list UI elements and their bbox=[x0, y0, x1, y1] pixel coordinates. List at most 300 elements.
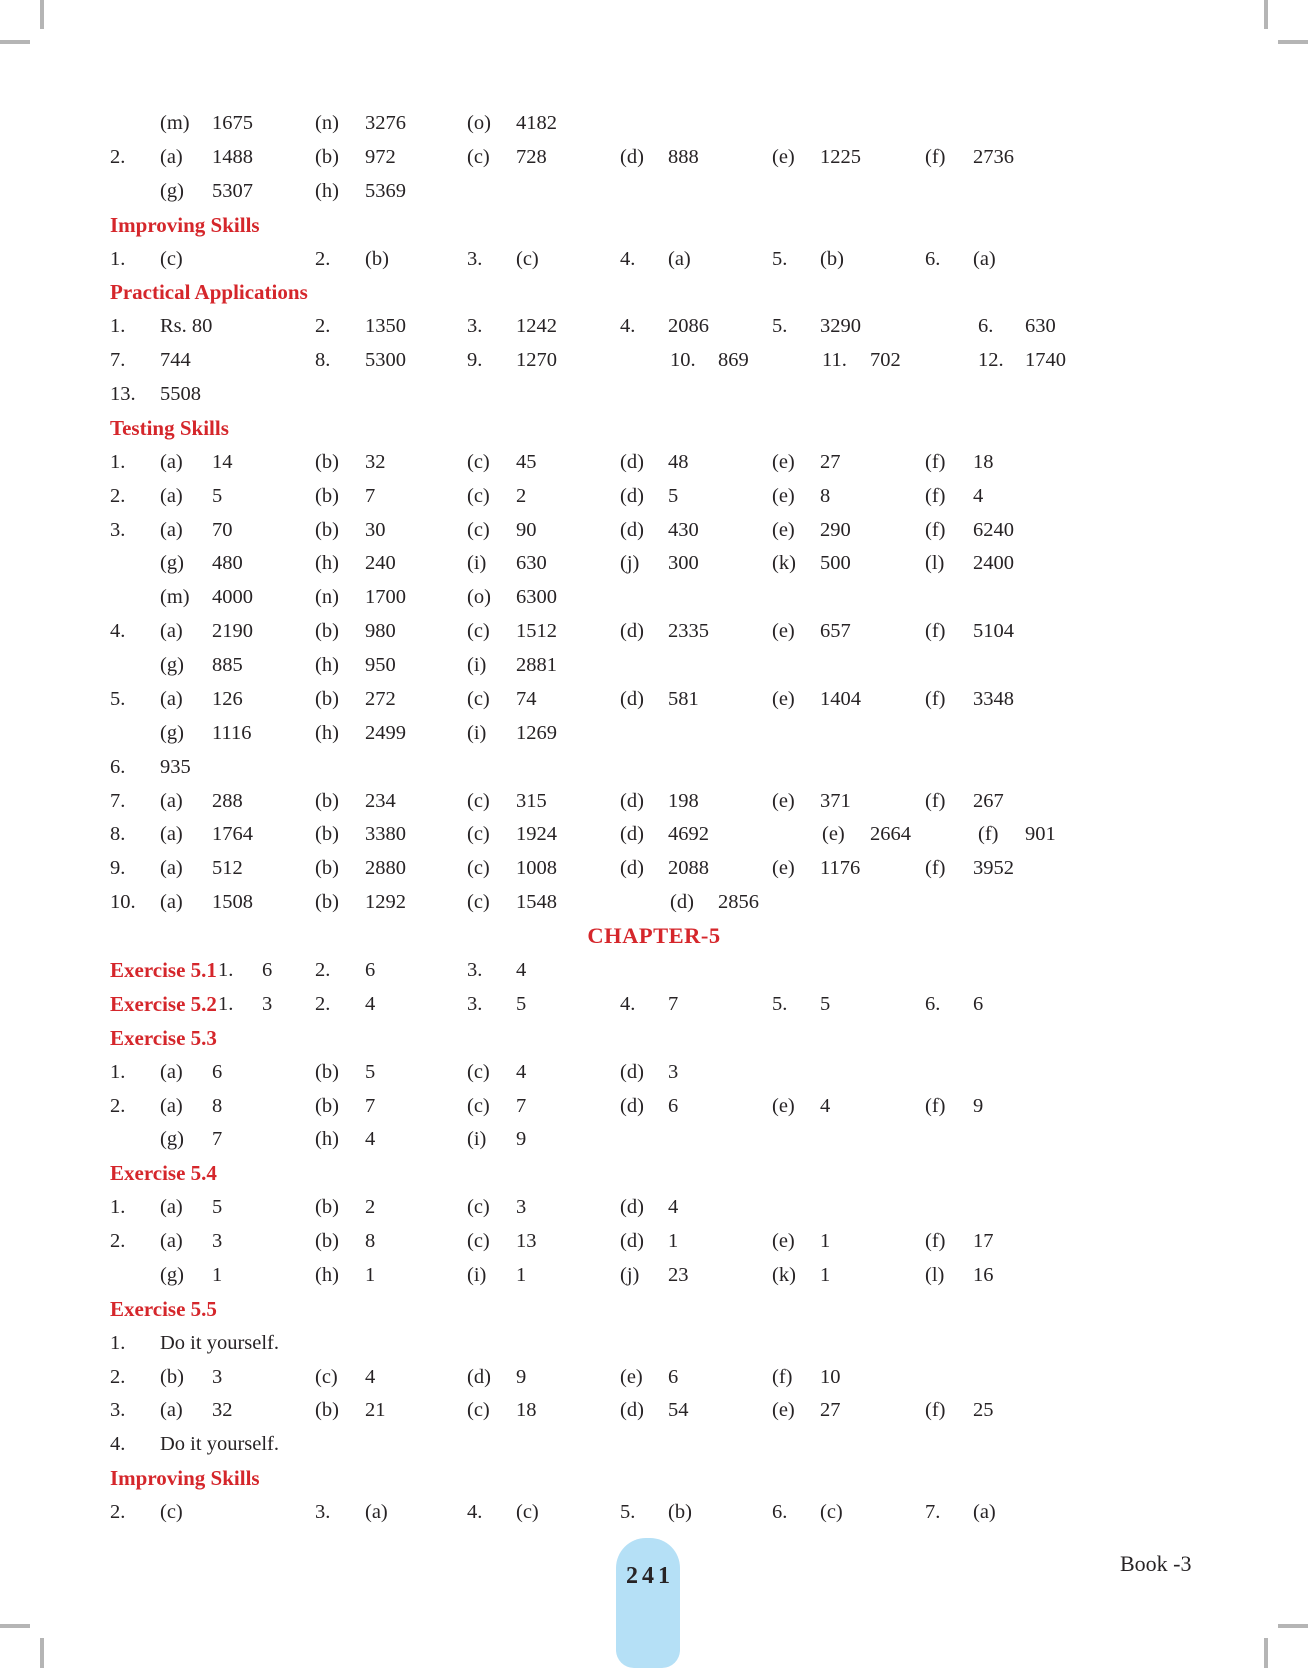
part-label: (b) bbox=[315, 823, 339, 845]
part-label: (f) bbox=[925, 1399, 946, 1421]
part-label: (e) bbox=[772, 146, 795, 168]
answer-value: 90 bbox=[516, 519, 537, 541]
answer-value: 1 bbox=[820, 1230, 831, 1252]
answer-row bbox=[0, 174, 1308, 208]
section-heading: Improving Skills bbox=[110, 213, 260, 237]
answer-value: 1 bbox=[212, 1264, 223, 1286]
answer-value: 7 bbox=[365, 1095, 376, 1117]
part-label: (a) bbox=[160, 688, 183, 710]
part-label: (c) bbox=[467, 790, 490, 812]
part-label: (g) bbox=[160, 1128, 184, 1150]
answer-row bbox=[0, 377, 1308, 411]
question-number: 1. bbox=[218, 959, 234, 981]
question-number: 5. bbox=[772, 315, 788, 337]
part-label: (i) bbox=[467, 654, 487, 676]
answer-value: 1548 bbox=[516, 891, 557, 913]
answer-value: 234 bbox=[365, 790, 396, 812]
answer-value: 1488 bbox=[212, 146, 253, 168]
part-label: (b) bbox=[668, 1501, 692, 1523]
answer-row bbox=[0, 682, 1308, 716]
answer-value: 8 bbox=[365, 1230, 376, 1252]
part-label: (d) bbox=[620, 485, 644, 507]
answer-row bbox=[0, 513, 1308, 547]
answer-value: 5 bbox=[820, 993, 831, 1015]
answer-value: 7 bbox=[365, 485, 376, 507]
question-number: 1. bbox=[110, 451, 126, 473]
part-label: (a) bbox=[973, 1501, 996, 1523]
heading-line bbox=[0, 1156, 1308, 1190]
question-number: 3. bbox=[110, 519, 126, 541]
part-label: (f) bbox=[925, 146, 946, 168]
question-number: 3. bbox=[315, 1501, 331, 1523]
answer-value: 4 bbox=[365, 1366, 376, 1388]
chapter-heading: CHAPTER-5 bbox=[587, 923, 721, 948]
answer-row bbox=[0, 784, 1308, 818]
part-label: (d) bbox=[620, 620, 644, 642]
part-label: (g) bbox=[160, 654, 184, 676]
part-label: (l) bbox=[925, 552, 945, 574]
question-number: 2. bbox=[315, 315, 331, 337]
answer-row bbox=[0, 1495, 1308, 1529]
answer-value: Do it yourself. bbox=[160, 1433, 279, 1455]
part-label: (f) bbox=[925, 1230, 946, 1252]
answer-value: 70 bbox=[212, 519, 233, 541]
answer-value: 950 bbox=[365, 654, 396, 676]
part-label: (d) bbox=[620, 1399, 644, 1421]
answer-value: 1675 bbox=[212, 112, 253, 134]
answer-value: 4 bbox=[668, 1196, 679, 1218]
answer-row bbox=[0, 716, 1308, 750]
answer-value: 6300 bbox=[516, 586, 557, 608]
answer-value: 3276 bbox=[365, 112, 406, 134]
question-number: 11. bbox=[822, 349, 847, 371]
question-number: 2. bbox=[315, 993, 331, 1015]
part-label: (k) bbox=[772, 1264, 796, 1286]
part-label: (c) bbox=[516, 1501, 539, 1523]
answer-value: 4 bbox=[820, 1095, 831, 1117]
answer-value: 3 bbox=[668, 1061, 679, 1083]
part-label: (e) bbox=[772, 790, 795, 812]
part-label: (b) bbox=[315, 688, 339, 710]
answer-value: 500 bbox=[820, 552, 851, 574]
question-number: 2. bbox=[110, 1095, 126, 1117]
question-number: 12. bbox=[978, 349, 1004, 371]
page-number: 241 bbox=[626, 1563, 674, 1589]
question-number: 9. bbox=[467, 349, 483, 371]
question-number: 1. bbox=[110, 248, 126, 270]
part-label: (h) bbox=[315, 1128, 339, 1150]
question-number: 10. bbox=[110, 891, 136, 913]
answer-value: 6240 bbox=[973, 519, 1014, 541]
part-label: (h) bbox=[315, 654, 339, 676]
part-label: (c) bbox=[467, 485, 490, 507]
part-label: (e) bbox=[772, 620, 795, 642]
answer-value: 21 bbox=[365, 1399, 386, 1421]
answer-value: 3952 bbox=[973, 857, 1014, 879]
answer-value: 2736 bbox=[973, 146, 1014, 168]
part-label: (i) bbox=[467, 1264, 487, 1286]
part-label: (e) bbox=[772, 688, 795, 710]
heading-line bbox=[0, 1021, 1308, 1055]
part-label: (h) bbox=[315, 180, 339, 202]
part-label: (f) bbox=[925, 620, 946, 642]
answer-value: 18 bbox=[516, 1399, 537, 1421]
question-number: 4. bbox=[467, 1501, 483, 1523]
part-label: (e) bbox=[772, 519, 795, 541]
answer-value: 6 bbox=[262, 959, 273, 981]
question-number: 1. bbox=[110, 1196, 126, 1218]
question-number: 6. bbox=[925, 993, 941, 1015]
answer-value: 14 bbox=[212, 451, 233, 473]
part-label: (a) bbox=[160, 823, 183, 845]
answer-value: 1270 bbox=[516, 349, 557, 371]
answer-value: 972 bbox=[365, 146, 396, 168]
part-label: (a) bbox=[160, 146, 183, 168]
part-label: (b) bbox=[315, 620, 339, 642]
answer-value: 8 bbox=[820, 485, 831, 507]
answer-value: 2190 bbox=[212, 620, 253, 642]
answer-value: 2 bbox=[365, 1196, 376, 1218]
answer-value: 315 bbox=[516, 790, 547, 812]
answer-value: Rs. 80 bbox=[160, 315, 213, 337]
part-label: (c) bbox=[467, 1230, 490, 1252]
answer-value: 5369 bbox=[365, 180, 406, 202]
part-label: (e) bbox=[772, 1230, 795, 1252]
part-label: (o) bbox=[467, 586, 491, 608]
answer-value: 4182 bbox=[516, 112, 557, 134]
page-number-tab bbox=[616, 1538, 680, 1668]
answer-value: 2335 bbox=[668, 620, 709, 642]
part-label: (b) bbox=[315, 1061, 339, 1083]
part-label: (m) bbox=[160, 586, 190, 608]
question-number: 3. bbox=[467, 993, 483, 1015]
answer-value: 23 bbox=[668, 1264, 689, 1286]
part-label: (d) bbox=[467, 1366, 491, 1388]
question-number: 8. bbox=[315, 349, 331, 371]
answer-row bbox=[0, 1326, 1308, 1360]
answer-value: 240 bbox=[365, 552, 396, 574]
part-label: (g) bbox=[160, 180, 184, 202]
answer-value: 581 bbox=[668, 688, 699, 710]
answer-value: 267 bbox=[973, 790, 1004, 812]
answer-value: 371 bbox=[820, 790, 851, 812]
part-label: (d) bbox=[620, 688, 644, 710]
answer-row bbox=[0, 1427, 1308, 1461]
question-number: 2. bbox=[110, 485, 126, 507]
answer-row bbox=[0, 1360, 1308, 1394]
section-heading: Exercise 5.3 bbox=[110, 1026, 217, 1050]
part-label: (b) bbox=[315, 519, 339, 541]
part-label: (a) bbox=[160, 485, 183, 507]
answer-value: 2664 bbox=[870, 823, 911, 845]
part-label: (b) bbox=[315, 485, 339, 507]
answer-value: 657 bbox=[820, 620, 851, 642]
answer-row bbox=[0, 1393, 1308, 1427]
part-label: (j) bbox=[620, 1264, 640, 1286]
question-number: 5. bbox=[772, 248, 788, 270]
book-label: Book -3 bbox=[1120, 1551, 1192, 1576]
answer-value: 630 bbox=[1025, 315, 1056, 337]
answer-value: 7 bbox=[212, 1128, 223, 1150]
part-label: (n) bbox=[315, 112, 339, 134]
answer-row bbox=[0, 1122, 1308, 1156]
question-number: 2. bbox=[315, 248, 331, 270]
part-label: (d) bbox=[620, 1230, 644, 1252]
exercise-label: Exercise 5.1 bbox=[110, 958, 217, 982]
part-label: (f) bbox=[925, 485, 946, 507]
answer-value: 3290 bbox=[820, 315, 861, 337]
answer-value: 9 bbox=[516, 1366, 527, 1388]
part-label: (c) bbox=[467, 857, 490, 879]
answer-value: 5 bbox=[212, 1196, 223, 1218]
answer-row bbox=[0, 546, 1308, 580]
exercise-label: Exercise 5.2 bbox=[110, 992, 217, 1016]
answer-value: 3 bbox=[516, 1196, 527, 1218]
question-number: 3. bbox=[467, 248, 483, 270]
question-number: 8. bbox=[110, 823, 126, 845]
part-label: (b) bbox=[315, 451, 339, 473]
answer-row bbox=[0, 106, 1308, 140]
answer-row bbox=[0, 851, 1308, 885]
answer-value: 4 bbox=[516, 959, 527, 981]
question-number: 2. bbox=[110, 146, 126, 168]
question-number: 1. bbox=[110, 1061, 126, 1083]
answer-value: 2499 bbox=[365, 722, 406, 744]
answer-value: 54 bbox=[668, 1399, 689, 1421]
question-number: 9. bbox=[110, 857, 126, 879]
answer-row bbox=[0, 445, 1308, 479]
answer-value: 1924 bbox=[516, 823, 557, 845]
part-label: (g) bbox=[160, 552, 184, 574]
part-label: (f) bbox=[925, 790, 946, 812]
answer-value: 1225 bbox=[820, 146, 861, 168]
part-label: (b) bbox=[315, 857, 339, 879]
answer-value: 18 bbox=[973, 451, 994, 473]
part-label: (d) bbox=[620, 1061, 644, 1083]
question-number: 10. bbox=[670, 349, 696, 371]
part-label: (j) bbox=[620, 552, 640, 574]
answer-row bbox=[0, 309, 1308, 343]
part-label: (g) bbox=[160, 1264, 184, 1286]
answer-value: 5307 bbox=[212, 180, 253, 202]
part-label: (a) bbox=[160, 519, 183, 541]
section-heading: Improving Skills bbox=[110, 1466, 260, 1490]
question-number: 6. bbox=[110, 756, 126, 778]
answer-value: 630 bbox=[516, 552, 547, 574]
answer-value: 935 bbox=[160, 756, 191, 778]
heading-line bbox=[0, 1292, 1308, 1326]
part-label: (c) bbox=[467, 1095, 490, 1117]
question-number: 3. bbox=[110, 1399, 126, 1421]
question-number: 3. bbox=[467, 315, 483, 337]
answer-value: 1116 bbox=[212, 722, 252, 744]
answer-value: 2881 bbox=[516, 654, 557, 676]
part-label: (e) bbox=[822, 823, 845, 845]
heading-line bbox=[0, 411, 1308, 445]
answer-value: 27 bbox=[820, 1399, 841, 1421]
part-label: (c) bbox=[467, 620, 490, 642]
answer-value: 4 bbox=[516, 1061, 527, 1083]
question-number: 2. bbox=[110, 1501, 126, 1523]
answer-value: 1404 bbox=[820, 688, 861, 710]
part-label: (m) bbox=[160, 112, 190, 134]
answer-value: 5300 bbox=[365, 349, 406, 371]
answer-row bbox=[0, 1190, 1308, 1224]
answer-row bbox=[0, 242, 1308, 276]
answer-value: 300 bbox=[668, 552, 699, 574]
answer-value: 885 bbox=[212, 654, 243, 676]
part-label: (c) bbox=[160, 248, 183, 270]
answer-row bbox=[0, 987, 1308, 1021]
answer-value: 728 bbox=[516, 146, 547, 168]
section-heading: Testing Skills bbox=[110, 416, 229, 440]
answer-row bbox=[0, 817, 1308, 851]
answer-value: 6 bbox=[668, 1366, 679, 1388]
question-number: 13. bbox=[110, 383, 136, 405]
part-label: (i) bbox=[467, 552, 487, 574]
answer-value: 4 bbox=[365, 1128, 376, 1150]
part-label: (c) bbox=[467, 891, 490, 913]
answer-value: 27 bbox=[820, 451, 841, 473]
answer-value: 1740 bbox=[1025, 349, 1066, 371]
part-label: (d) bbox=[620, 451, 644, 473]
part-label: (e) bbox=[772, 857, 795, 879]
part-label: (e) bbox=[772, 485, 795, 507]
part-label: (n) bbox=[315, 586, 339, 608]
answer-value: 16 bbox=[973, 1264, 994, 1286]
part-label: (c) bbox=[160, 1501, 183, 1523]
question-number: 4. bbox=[620, 315, 636, 337]
answer-value: 7 bbox=[668, 993, 679, 1015]
question-number: 5. bbox=[772, 993, 788, 1015]
part-label: (l) bbox=[925, 1264, 945, 1286]
part-label: (b) bbox=[315, 790, 339, 812]
answer-value: 5 bbox=[365, 1061, 376, 1083]
part-label: (d) bbox=[620, 1095, 644, 1117]
answer-value: 2086 bbox=[668, 315, 709, 337]
answer-value: 1292 bbox=[365, 891, 406, 913]
answer-value: 430 bbox=[668, 519, 699, 541]
heading-line bbox=[0, 208, 1308, 242]
answer-row bbox=[0, 140, 1308, 174]
answer-row bbox=[0, 1224, 1308, 1258]
answer-value: 9 bbox=[516, 1128, 527, 1150]
part-label: (c) bbox=[516, 248, 539, 270]
answer-value: 2400 bbox=[973, 552, 1014, 574]
answer-value: 3348 bbox=[973, 688, 1014, 710]
answer-row bbox=[0, 479, 1308, 513]
answer-row bbox=[0, 648, 1308, 682]
part-label: (b) bbox=[315, 891, 339, 913]
part-label: (a) bbox=[973, 248, 996, 270]
part-label: (o) bbox=[467, 112, 491, 134]
answer-value: 1508 bbox=[212, 891, 253, 913]
answer-value: 744 bbox=[160, 349, 191, 371]
answer-value: 9 bbox=[973, 1095, 984, 1117]
answer-value: 8 bbox=[212, 1095, 223, 1117]
answer-value: 4 bbox=[365, 993, 376, 1015]
answer-value: 4692 bbox=[668, 823, 709, 845]
answer-value: 32 bbox=[365, 451, 386, 473]
part-label: (e) bbox=[772, 1399, 795, 1421]
answer-row bbox=[0, 1055, 1308, 1089]
part-label: (c) bbox=[820, 1501, 843, 1523]
part-label: (b) bbox=[365, 248, 389, 270]
question-number: 6. bbox=[925, 248, 941, 270]
question-number: 6. bbox=[978, 315, 994, 337]
question-number: 5. bbox=[110, 688, 126, 710]
answer-value: 48 bbox=[668, 451, 689, 473]
part-label: (e) bbox=[620, 1366, 643, 1388]
part-label: (b) bbox=[315, 1095, 339, 1117]
answer-value: 6 bbox=[365, 959, 376, 981]
answer-row bbox=[0, 885, 1308, 919]
part-label: (a) bbox=[160, 1095, 183, 1117]
answer-value: 2880 bbox=[365, 857, 406, 879]
part-label: (f) bbox=[925, 519, 946, 541]
question-number: 4. bbox=[110, 1433, 126, 1455]
answer-row bbox=[0, 343, 1308, 377]
answer-value: 1 bbox=[668, 1230, 679, 1252]
part-label: (b) bbox=[315, 1230, 339, 1252]
question-number: 4. bbox=[110, 620, 126, 642]
part-label: (b) bbox=[315, 1399, 339, 1421]
part-label: (a) bbox=[160, 1061, 183, 1083]
answer-value: 13 bbox=[516, 1230, 537, 1252]
part-label: (b) bbox=[315, 1196, 339, 1218]
answer-value: 1764 bbox=[212, 823, 253, 845]
part-label: (c) bbox=[467, 1399, 490, 1421]
heading-line bbox=[0, 1461, 1308, 1495]
answer-value: 5 bbox=[516, 993, 527, 1015]
answer-value: 480 bbox=[212, 552, 243, 574]
part-label: (c) bbox=[467, 688, 490, 710]
question-number: 2. bbox=[315, 959, 331, 981]
part-label: (c) bbox=[467, 823, 490, 845]
part-label: (k) bbox=[772, 552, 796, 574]
part-label: (f) bbox=[925, 688, 946, 710]
part-label: (a) bbox=[160, 857, 183, 879]
answer-value: 1350 bbox=[365, 315, 406, 337]
heading-line bbox=[0, 919, 1308, 953]
part-label: (d) bbox=[670, 891, 694, 913]
part-label: (c) bbox=[467, 146, 490, 168]
answer-value: 3380 bbox=[365, 823, 406, 845]
answer-row bbox=[0, 580, 1308, 614]
answer-value: 5104 bbox=[973, 620, 1014, 642]
answer-value: 198 bbox=[668, 790, 699, 812]
answer-row bbox=[0, 750, 1308, 784]
answer-value: 980 bbox=[365, 620, 396, 642]
answer-value: 888 bbox=[668, 146, 699, 168]
question-number: 1. bbox=[218, 993, 234, 1015]
answer-value: 1008 bbox=[516, 857, 557, 879]
answer-value: 702 bbox=[870, 349, 901, 371]
part-label: (b) bbox=[160, 1366, 184, 1388]
answer-value: 10 bbox=[820, 1366, 841, 1388]
answer-value: 1 bbox=[820, 1264, 831, 1286]
part-label: (b) bbox=[315, 146, 339, 168]
part-label: (c) bbox=[467, 519, 490, 541]
question-number: 3. bbox=[467, 959, 483, 981]
part-label: (g) bbox=[160, 722, 184, 744]
part-label: (e) bbox=[772, 451, 795, 473]
answer-row bbox=[0, 953, 1308, 987]
part-label: (a) bbox=[668, 248, 691, 270]
answer-value: 1512 bbox=[516, 620, 557, 642]
part-label: (c) bbox=[467, 1196, 490, 1218]
part-label: (h) bbox=[315, 722, 339, 744]
